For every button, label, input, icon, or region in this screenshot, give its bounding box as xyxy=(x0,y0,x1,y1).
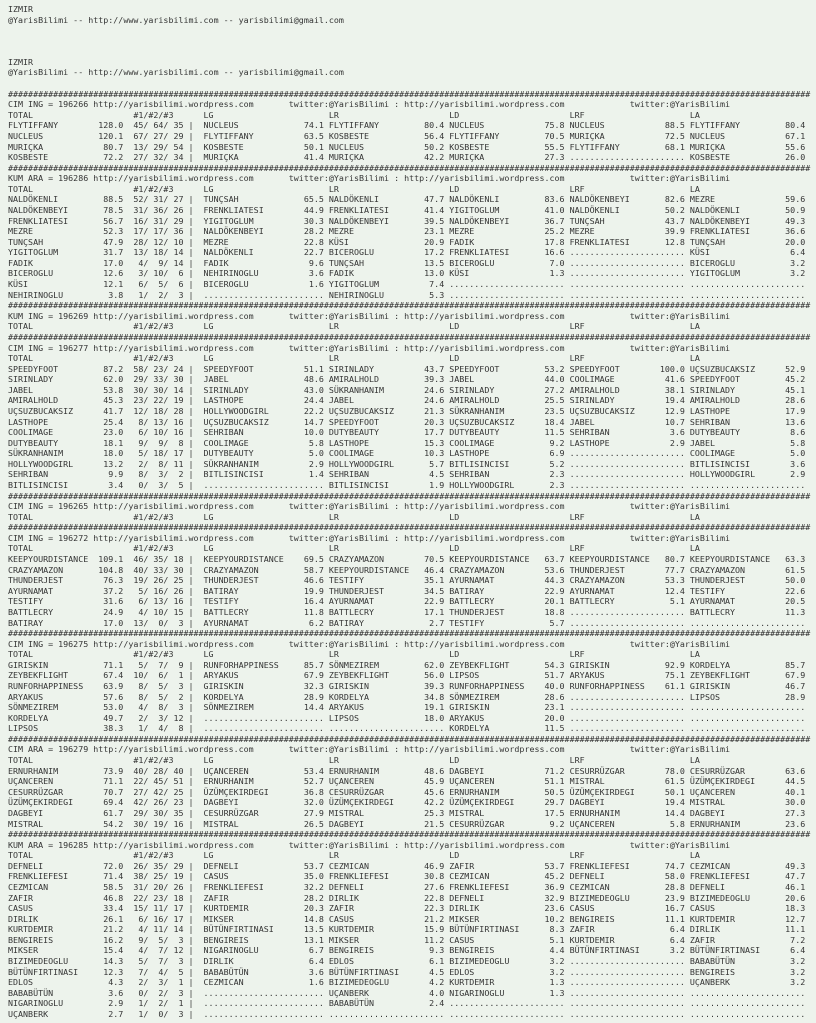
horse-row: AYURNAMAT 37.2 5/ 16/ 26 | BATIRAY 19.9 THUNDERJEST 34.5 BATIRAY 22.9 AYURNAMAT 12.4 TESTIFY 22.6 xyxy=(8,585,806,596)
horse-row: MEZRE 52.3 17/ 17/ 36 | NALDÖKENBEYI 28.2 MEZRE 23.1 MEZRE 25.2 MEZRE 39.9 FRENKLIATESI 36.6 xyxy=(8,226,806,237)
section-header-line: CIM ING = 196266 http://yarisbilimi.wordpress.com twitter:@YarisBilimi : http://yarisbilimi.wordpress.com twitter:@YarisBilimi xyxy=(8,99,731,110)
horse-row: BITLISINCISI 3.4 0/ 3/ 5 | ........................ BITLISINCISI 1.9 HOLLYWOODGIRL 2.3 ....................... ....................... xyxy=(8,480,806,491)
horse-row: GIRISKIN 71.1 5/ 7/ 9 | RUNFORHAPPINESS 85.7 SÖNMEZIREM 62.0 ZEYBEKFLIGHT 54.3 GIRISKIN 92.9 KORDELYA 85.7 xyxy=(8,659,806,670)
horse-row: LIPSOS 38.3 1/ 4/ 8 | ........................ ....................... KORDELYA 11.5 ....................... ....................... xyxy=(8,723,806,734)
horse-row: UÇANCEREN 71.1 22/ 45/ 51 | ERNURHANIM 52.7 UÇANCEREN 45.9 UÇANCEREN 51.1 MISTRAL 61.5 ÜZÜMÇEKIRDEGI 44.5 xyxy=(8,776,806,787)
horse-row: SIRINLADY 62.0 29/ 33/ 30 | JABEL 48.6 AMIRALHOLD 39.3 JABEL 44.0 COOLIMAGE 41.6 SPEEDYFOOT 45.2 xyxy=(8,374,806,385)
horse-row: FADIK 17.0 4/ 9/ 14 | FADIK 9.6 TUNÇSAH 13.5 BICEROGLU 7.0 ....................... BICEROGLU 3.2 xyxy=(8,257,806,268)
horse-row: KORDELYA 49.7 2/ 3/ 12 | ........................ LIPSOS 18.0 ARYAKUS 20.0 ....................... ....................... xyxy=(8,712,806,723)
separator-line: ################################################################################################################################################################ xyxy=(8,162,811,173)
horse-row: ZEYBEKFLIGHT 67.4 10/ 6/ 1 | ARYAKUS 67.9 ZEYBEKFLIGHT 56.0 LIPSOS 51.7 ARYAKUS 75.1 ZEYBEKFLIGHT 67.9 xyxy=(8,670,806,681)
section-header-line: CIM ING = 196277 http://yarisbilimi.wordpress.com twitter:@YarisBilimi : http://yarisbilimi.wordpress.com twitter:@YarisBilimi xyxy=(8,342,731,353)
separator-line: ################################################################################################################################################################ xyxy=(8,829,811,840)
horse-row: ERNURHANIM 73.9 40/ 28/ 40 | UÇANCEREN 53.4 ERNURHANIM 48.6 DAGBEYI 71.2 CESURRÜZGAR 78.0 CESURRÜZGAR 63.6 xyxy=(8,765,806,776)
horse-row: BABABÜTÜN 3.6 0/ 2/ 3 | ........................ UÇANBERK 4.0 NIGARINOGLU 1.3 ....................... ....................... xyxy=(8,987,806,998)
horse-row: YIGITOGLUM 31.7 13/ 18/ 14 | NALDÖKENLI 22.7 BICEROGLU 17.2 FRENKLIATESI 16.6 ....................... KÜSI 6.4 xyxy=(8,247,806,258)
horse-row: KÜSI 12.1 6/ 5/ 6 | BICEROGLU 1.6 YIGITOGLUM 7.4 ....................... ....................... ....................... xyxy=(8,279,806,290)
horse-row: SEHRIBAN 9.9 8/ 3/ 2 | BITLISINCISI 1.4 SEHRIBAN 4.5 SEHRIBAN 2.3 ....................... HOLLYWOODGIRL 2.9 xyxy=(8,469,806,480)
horse-row: TUNÇSAH 47.9 28/ 12/ 10 | MEZRE 22.8 KÜSI 20.9 FADIK 17.8 FRENKLIATESI 12.8 TUNÇSAH 20.0 xyxy=(8,236,806,247)
separator-line: ################################################################################################################################################################ xyxy=(8,490,811,501)
horse-row: CRAZYAMAZON 104.8 40/ 33/ 30 | CRAZYAMAZON 58.7 KEEPYOURDISTANCE 46.4 CRAZYAMAZON 53.6 THUNDERJEST 77.7 CRAZYAMAZON 61.5 xyxy=(8,564,806,575)
horse-row: MIKSER 15.4 4/ 7/ 12 | NIGARINOGLU 6.7 BENGIREIS 9.3 BENGIREIS 4.4 BÜTÜNFIRTINASI 3.2 BÜTÜNFIRTINASI 6.4 xyxy=(8,945,806,956)
horse-row: TESTIFY 31.6 6/ 13/ 16 | TESTIFY 16.4 AYURNAMAT 22.9 BATTLECRY 20.1 BATTLECRY 5.1 AYURNAMAT 20.5 xyxy=(8,596,806,607)
horse-row: JABEL 53.8 30/ 30/ 14 | SIRINLADY 43.0 SÜKRANHANIM 24.6 SIRINLADY 27.2 AMIRALHOLD 38.1 SIRINLADY 45.1 xyxy=(8,384,806,395)
horse-row: ÜZÜMÇEKIRDEGI 69.4 42/ 26/ 23 | DAGBEYI 32.0 ÜZÜMÇEKIRDEGI 42.2 ÜZÜMÇEKIRDEGI 29.7 DAGBEYI 19.4 MISTRAL 30.0 xyxy=(8,797,806,808)
horse-row: BENGIREIS 16.2 9/ 5/ 3 | BENGIREIS 13.1 MIKSER 11.2 CASUS 5.1 KURTDEMIR 6.4 ZAFIR 7.2 xyxy=(8,934,806,945)
horse-row: LASTHOPE 25.4 8/ 13/ 16 | UÇSUZBUCAKSIZ 14.7 SPEEDYFOOT 20.3 UÇSUZBUCAKSIZ 18.4 JABEL 10.7 SEHRIBAN 13.6 xyxy=(8,416,806,427)
section-header-line: CIM ING = 196272 http://yarisbilimi.wordpress.com twitter:@YarisBilimi : http://yarisbilimi.wordpress.com twitter:@YarisBilimi xyxy=(8,532,731,543)
separator-line: ################################################################################################################################################################ xyxy=(8,88,811,99)
horse-row: FRENKLIATESI 56.7 16/ 31/ 29 | YIGITOGLUM 30.3 NALDÖKENBEYI 39.5 NALDÖKENBEYI 36.7 TUNÇSAH 43.7 NALDÖKENBEYI 49.3 xyxy=(8,215,806,226)
column-header-line: TOTAL #1/#2/#3 LG LR LD LRF LA xyxy=(8,511,700,522)
horse-row: BÜTÜNFIRTINASI 12.3 7/ 4/ 5 | BABABÜTÜN 3.6 BÜTÜNFIRTINASI 4.5 EDLOS 3.2 ....................... BENGIREIS 3.2 xyxy=(8,966,806,977)
horse-row: NIGARINOGLU 2.9 1/ 2/ 1 | ........................ BABABÜTÜN 2.4 ....................... ....................... ....................... xyxy=(8,998,806,1009)
horse-row: CASUS 33.4 15/ 11/ 17 | KURTDEMIR 20.3 ZAFIR 22.3 DIRLIK 23.6 CASUS 16.7 CASUS 18.3 xyxy=(8,903,806,914)
column-header-line: TOTAL #1/#2/#3 LG LR LD LRF LA xyxy=(8,850,700,861)
horse-row: DUTYBEAUTY 18.1 9/ 9/ 8 | COOLIMAGE 5.8 LASTHOPE 15.3 COOLIMAGE 9.2 LASTHOPE 2.9 JABEL 5.8 xyxy=(8,437,806,448)
horse-row: CEZMICAN 58.5 31/ 20/ 26 | FRENKLIEFESI 32.2 DEFNELI 27.6 FRENKLIEFESI 36.9 CEZMICAN 28.8 DEFNELI 46.1 xyxy=(8,881,806,892)
horse-row: NUCLEUS 120.1 67/ 27/ 29 | FLYTIFFANY 63.5 KOSBESTE 56.4 FLYTIFFANY 70.5 MURIÇKA 72.5 NUCLEUS 67.1 xyxy=(8,130,806,141)
horse-row: NALDÖKENLI 88.5 52/ 31/ 27 | TUNÇSAH 65.5 NALDÖKENLI 47.7 NALDÖKENLI 83.6 NALDÖKENBEYI 82.6 MEZRE 59.6 xyxy=(8,194,806,205)
section-header-line: KUM ING = 196269 http://yarisbilimi.wordpress.com twitter:@YarisBilimi : http://yarisbilimi.wordpress.com twitter:@YarisBilimi xyxy=(8,310,731,321)
separator-line: ################################################################################################################################################################ xyxy=(8,628,811,639)
horse-row: UÇSUZBUCAKSIZ 41.7 12/ 18/ 28 | HOLLYWOODGIRL 22.2 UÇSUZBUCAKSIZ 21.3 SÜKRANHANIM 23.5 UÇSUZBUCAKSIZ 12.9 LASTHOPE 17.9 xyxy=(8,405,806,416)
horse-row: DAGBEYI 61.7 29/ 30/ 35 | CESURRÜZGAR 27.9 MISTRAL 25.3 MISTRAL 17.5 ERNURHANIM 14.4 DAGBEYI 27.3 xyxy=(8,807,806,818)
separator-line: ################################################################################################################################################################ xyxy=(8,522,811,533)
horse-row: KEEPYOURDISTANCE 109.1 46/ 35/ 18 | KEEPYOURDISTANCE 69.5 CRAZYAMAZON 70.5 KEEPYOURDISTANCE 63.7 KEEPYOURDISTANCE 80.7 KEEPYOURDISTANCE 63.3 xyxy=(8,554,806,565)
column-header-line: TOTAL #1/#2/#3 LG LR LD LRF LA xyxy=(8,321,700,332)
horse-row: BATTLECRY 24.9 4/ 10/ 15 | BATTLECRY 11.8 BATTLECRY 17.1 THUNDERJEST 18.8 ....................... BATTLECRY 11.3 xyxy=(8,606,806,617)
horse-row: NEHIRINOGLU 3.8 1/ 2/ 3 | ........................ NEHIRINOGLU 5.3 ....................... ....................... ....................... xyxy=(8,289,806,300)
column-header-line: TOTAL #1/#2/#3 LG LR LD LRF LA xyxy=(8,755,700,766)
blank-line xyxy=(8,78,816,89)
horse-row: CESURRÜZGAR 70.7 27/ 42/ 25 | ÜZÜMÇEKIRDEGI 36.8 CESURRÜZGAR 45.6 ERNURHANIM 50.5 ÜZÜMÇEKIRDEGI 50.1 UÇANCEREN 40.1 xyxy=(8,786,806,797)
blank-line xyxy=(8,46,816,57)
horse-row: DIRLIK 26.1 6/ 16/ 17 | MIKSER 14.8 CASUS 21.2 MIKSER 10.2 BENGIREIS 11.1 KURTDEMIR 12.7 xyxy=(8,913,806,924)
column-header-line: TOTAL #1/#2/#3 LG LR LD LRF LA xyxy=(8,649,700,660)
city-name: IZMIR xyxy=(8,56,34,67)
horse-row: ZAFIR 46.8 22/ 23/ 18 | ZAFIR 28.2 DIRLIK 22.8 DEFNELI 32.9 BIZIMEDEOGLU 23.9 BIZIMEDEOGLU 20.6 xyxy=(8,892,806,903)
column-header-line: TOTAL #1/#2/#3 LG LR LD LRF LA xyxy=(8,109,700,120)
horse-row: MURIÇKA 80.7 13/ 29/ 54 | KOSBESTE 50.1 NUCLEUS 50.2 KOSBESTE 55.5 FLYTIFFANY 68.1 MURIÇKA 55.6 xyxy=(8,141,806,152)
horse-row: KOSBESTE 72.2 27/ 32/ 34 | MURIÇKA 41.4 MURIÇKA 42.2 MURIÇKA 27.3 ....................... KOSBESTE 26.0 xyxy=(8,152,806,163)
section-header-line: CIM ING = 196275 http://yarisbilimi.wordpress.com twitter:@YarisBilimi : http://yarisbilimi.wordpress.com twitter:@YarisBilimi xyxy=(8,638,731,649)
separator-line: ################################################################################################################################################################ xyxy=(8,331,811,342)
horse-row: HOLLYWOODGIRL 13.2 2/ 8/ 11 | SÜKRANHANIM 2.9 HOLLYWOODGIRL 5.7 BITLISINCISI 5.2 ....................... BITLISINCISI 3.6 xyxy=(8,458,806,469)
horse-row: UÇANBERK 2.7 1/ 0/ 3 | ........................ ....................... ....................... ....................... ....................... xyxy=(8,1008,806,1019)
blank-line xyxy=(8,36,816,47)
horse-row: AMIRALHOLD 45.3 23/ 22/ 19 | LASTHOPE 24.4 JABEL 24.6 AMIRALHOLD 25.5 SIRINLADY 19.4 AMIRALHOLD 28.6 xyxy=(8,395,806,406)
horse-row: SÖNMEZIREM 53.0 4/ 8/ 3 | SÖNMEZIREM 14.4 ARYAKUS 19.1 GIRISKIN 23.1 ....................... ....................... xyxy=(8,702,806,713)
horse-row: COOLIMAGE 23.0 6/ 10/ 16 | SEHRIBAN 10.0 DUTYBEAUTY 17.7 DUTYBEAUTY 11.5 SEHRIBAN 3.6 DUTYBEAUTY 8.6 xyxy=(8,427,806,438)
horse-row: EDLOS 4.3 2/ 3/ 1 | CEZMICAN 1.6 BIZIMEDEOGLU 4.2 KURTDEMIR 1.3 ....................... UÇANBERK 3.2 xyxy=(8,977,806,988)
column-header-line: TOTAL #1/#2/#3 LG LR LD LRF LA xyxy=(8,183,700,194)
horse-row: BIZIMEDEOGLU 14.3 5/ 7/ 3 | DIRLIK 6.4 EDLOS 6.1 BIZIMEDEOGLU 3.2 ....................... BABABÜTÜN 3.2 xyxy=(8,956,806,967)
horse-row: FRENKLIEFESI 71.4 38/ 25/ 19 | CASUS 35.0 FRENKLIEFESI 30.8 CEZMICAN 45.2 DEFNELI 58.0 FRENKLIEFESI 47.7 xyxy=(8,871,806,882)
blank-line xyxy=(8,25,816,36)
horse-row: BATIRAY 17.0 13/ 0/ 3 | AYURNAMAT 6.2 BATIRAY 2.7 TESTIFY 5.7 ....................... ....................... xyxy=(8,617,806,628)
horse-row: SÜKRANHANIM 18.0 5/ 18/ 17 | DUTYBEAUTY 5.0 COOLIMAGE 10.3 LASTHOPE 6.9 ....................... COOLIMAGE 5.0 xyxy=(8,448,806,459)
section-header-line: KUM ARA = 196285 http://yarisbilimi.wordpress.com twitter:@YarisBilimi : http://yarisbilimi.wordpress.com twitter:@YarisBilimi xyxy=(8,839,731,850)
section-header-line: KUM ARA = 196286 http://yarisbilimi.wordpress.com twitter:@YarisBilimi : http://yarisbilimi.wordpress.com twitter:@YarisBilimi xyxy=(8,173,731,184)
horse-row: THUNDERJEST 76.3 19/ 26/ 25 | THUNDERJEST 46.6 TESTIFY 35.1 AYURNAMAT 44.3 CRAZYAMAZON 53.3 THUNDERJEST 50.0 xyxy=(8,575,806,586)
section-header-line: CIM ING = 196265 http://yarisbilimi.wordpress.com twitter:@YarisBilimi : http://yarisbilimi.wordpress.com twitter:@YarisBilimi xyxy=(8,501,731,512)
horse-row: SPEEDYFOOT 87.2 58/ 23/ 24 | SPEEDYFOOT 51.1 SIRINLADY 43.7 SPEEDYFOOT 53.2 SPEEDYFOOT 100.0 UÇSUZBUCAKSIZ 52.9 xyxy=(8,363,806,374)
byline: @YarisBilimi -- http://www.yarisbilimi.com -- yarisbilimi@gmail.com xyxy=(8,67,344,78)
horse-row: BICEROGLU 12.6 3/ 10/ 6 | NEHIRINOGLU 3.6 FADIK 13.0 KÜSI 1.3 ....................... YIGITOGLUM 3.2 xyxy=(8,268,806,279)
horse-row: DEFNELI 72.0 26/ 35/ 29 | DEFNELI 53.7 CEZMICAN 46.9 ZAFIR 53.7 FRENKLIEFESI 74.7 CEZMICAN 49.3 xyxy=(8,860,806,871)
separator-line: ################################################################################################################################################################ xyxy=(8,300,811,311)
city-name: IZMIR xyxy=(8,4,34,14)
byline: @YarisBilimi -- http://www.yarisbilimi.com -- yarisbilimi@gmail.com xyxy=(8,14,344,25)
column-header-line: TOTAL #1/#2/#3 LG LR LD LRF LA xyxy=(8,543,700,554)
section-header-line: CIM ARA = 196279 http://yarisbilimi.wordpress.com twitter:@YarisBilimi : http://yarisbilimi.wordpress.com twitter:@YarisBilimi xyxy=(8,744,731,755)
horse-row: KURTDEMIR 21.2 4/ 11/ 14 | BÜTÜNFIRTINASI 13.5 KURTDEMIR 15.9 BÜTÜNFIRTINASI 8.3 ZAFIR 6.4 DIRLIK 11.1 xyxy=(8,924,806,935)
horse-row: FLYTIFFANY 128.0 45/ 64/ 35 | NUCLEUS 74.1 FLYTIFFANY 80.4 NUCLEUS 75.8 NUCLEUS 88.5 FLYTIFFANY 80.4 xyxy=(8,120,806,131)
column-header-line: TOTAL #1/#2/#3 LG LR LD LRF LA xyxy=(8,353,700,364)
horse-row: ARYAKUS 57.6 8/ 5/ 2 | KORDELYA 28.9 KORDELYA 34.8 SÖNMEZIREM 28.6 ....................... LIPSOS 28.9 xyxy=(8,691,806,702)
horse-row: NALDÖKENBEYI 78.5 31/ 36/ 26 | FRENKLIATESI 44.9 FRENKLIATESI 41.4 YIGITOGLUM 41.0 NALDÖKENLI 50.2 NALDÖKENLI 50.9 xyxy=(8,204,806,215)
horse-row: MISTRAL 54.2 30/ 19/ 16 | MISTRAL 26.5 DAGBEYI 21.5 CESURRÜZGAR 9.2 UÇANCEREN 5.8 ERNURHANIM 23.6 xyxy=(8,818,806,829)
horse-row: RUNFORHAPPINESS 63.9 8/ 5/ 3 | GIRISKIN 32.3 GIRISKIN 39.3 RUNFORHAPPINESS 40.0 RUNFORHAPPINESS 61.1 GIRISKIN 46.7 xyxy=(8,681,806,691)
separator-line: ################################################################################################################################################################ xyxy=(8,733,811,744)
